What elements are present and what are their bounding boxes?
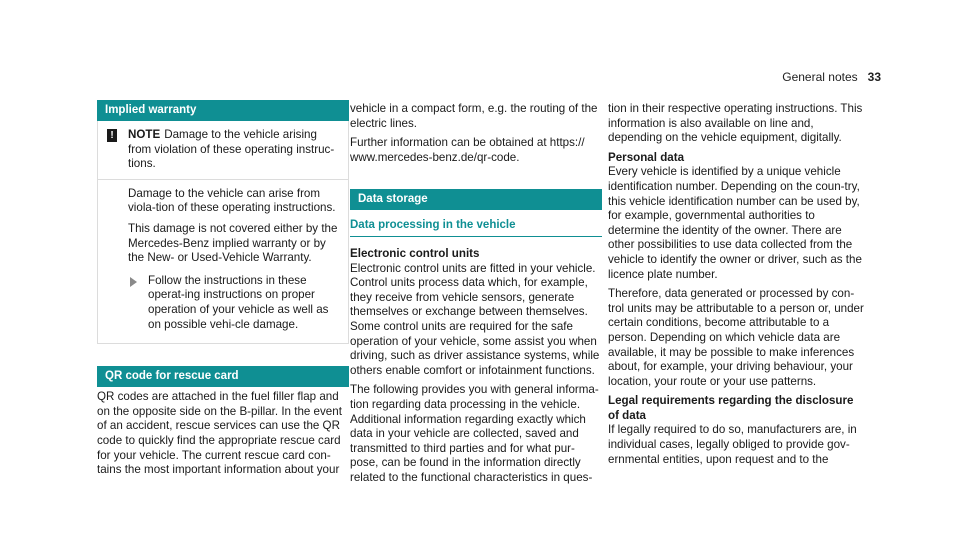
column-middle — [350, 100, 602, 490]
page-header — [782, 70, 881, 85]
section-title: General notes — [782, 70, 858, 84]
more-info-text: Further information can be obtained at https:// www.mercedes-benz.de/qr-code. — [350, 136, 585, 164]
legal-requirements-text: If legally required to do so, manufacturers are, in individual cases, legally obliged to provide gov-ernmental entities, upon request and to the — [608, 423, 857, 466]
data-processing-heading: Data processing in the vehicle — [350, 218, 602, 237]
personal-data-text: Every vehicle is identified by a unique vehicle identification number. Depending on the coun-try, this vehicle identification number can be used by, for example, governmental authorities to determine the identity of the owner. There are other possibilities to use data collected from the vehicle to identify the owner or driver, such as the licence plate number. — [608, 165, 862, 281]
therefore-text: Therefore, data generated or processed by con-trol units may be attributable to a person or, under certain conditions, become attributable to a person. Depending on which vehicle data are available, it may be possible to make inferences about, for example, your driving behaviour, your location, your route or your use patterns. — [608, 287, 864, 388]
column-left — [97, 100, 349, 483]
qr-continued-text: vehicle in a compact form, e.g. the routing of the electric lines. — [350, 102, 598, 130]
qr-text: QR codes are attached in the fuel filler flap and on the opposite side on the B-pillar. In the event of an accident, rescue services can use the QR code to quickly find the appropriate rescue card for your vehicle. The current rescue card con-tains the most important information about your — [97, 390, 342, 477]
warranty-heading: Implied warranty — [97, 100, 349, 121]
bullet-triangle-icon — [130, 277, 137, 287]
data-storage-heading: Data storage — [350, 189, 602, 210]
note-block — [98, 121, 348, 180]
warranty-para-1: Damage to the vehicle can arise from viola-tion of these operating instructions. — [128, 186, 336, 215]
legal-requirements-heading: Legal requirements regarding the disclosure of data — [608, 394, 854, 422]
following-text: The following provides you with general informa-tion regarding data processing in the vehicle. Additional information regarding exactly which data in your vehicle are collected, saved and transmitted to third parties and for what pur-pose, can be found in the information directly related to the functional characteristics in ques- — [350, 383, 599, 484]
personal-data-heading: Personal data — [608, 150, 685, 164]
ecu-text: Electronic control units are fitted in your vehicle. Control units process data which, for example, they receive from vehicle sensors, generate themselves or exchange between themselves. Some control units are required for the safe operation of your vehicle, some assist you when driving, such as driver assistance systems, while others enable comfort or infotainment functions. — [350, 261, 600, 377]
note-text: Damage to the vehicle arising from violation of these operating instruc-tions. — [128, 128, 335, 171]
instruction-item — [128, 274, 340, 332]
instruction-text: Follow the instructions in these operat-ing instructions on proper operation of your vehicle as well as on possible vehi-cle damage. — [148, 273, 329, 331]
warning-exclamation-icon: ! — [107, 129, 117, 142]
column-right — [608, 100, 864, 472]
warranty-body — [98, 180, 348, 343]
instructions-continued-text: tion in their respective operating instructions. This information is also available on line and, depending on the vehicle equipment, digitally. — [608, 102, 863, 145]
ecu-heading: Electronic control units — [350, 246, 480, 260]
note-label: NOTE — [128, 128, 161, 141]
warranty-box — [97, 121, 349, 344]
page-number: 33 — [867, 70, 881, 84]
qr-heading: QR code for rescue card — [97, 366, 349, 387]
warranty-para-2: This damage is not covered either by the Mercedes-Benz implied warranty or by the New- or Used-Vehicle Warranty. — [128, 221, 338, 265]
